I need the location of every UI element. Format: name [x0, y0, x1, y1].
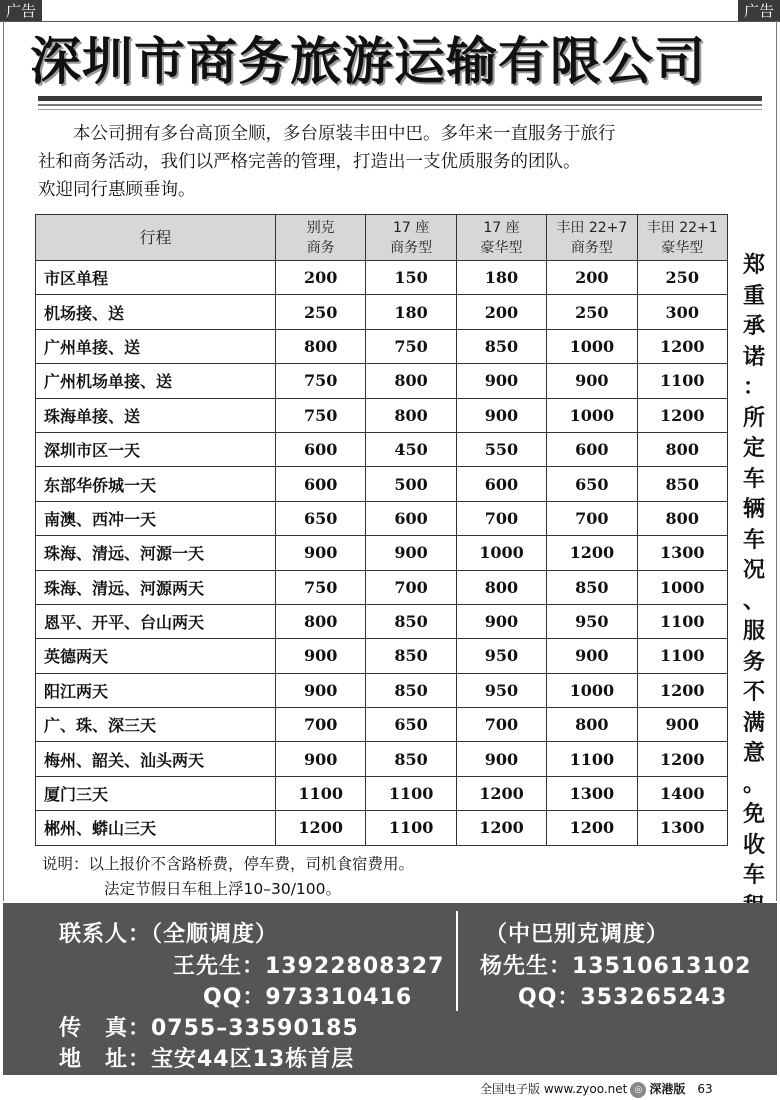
promise-char: 郑 [742, 252, 765, 278]
price-cell: 700 [456, 501, 546, 535]
table-row [36, 536, 728, 570]
page-number: 63 [697, 1082, 713, 1096]
price-cell: 180 [456, 261, 546, 295]
promise-char: 免 [742, 801, 765, 827]
price-cell: 200 [456, 295, 546, 329]
promise-char: 满 [742, 709, 765, 736]
column-header-line: 豪华型 [480, 239, 523, 256]
route-cell: 东部华侨城一天 [36, 467, 276, 501]
table-row [36, 261, 728, 295]
price-cell: 750 [276, 570, 366, 604]
price-cell: 1000 [547, 329, 637, 363]
price-cell: 1000 [547, 398, 637, 432]
column-header-line: 17 座 [483, 219, 520, 236]
price-cell: 900 [276, 673, 366, 707]
price-cell: 1300 [547, 776, 637, 810]
price-cell: 450 [366, 432, 456, 466]
route-cell: 深圳市区一天 [36, 432, 276, 466]
price-cell: 900 [276, 742, 366, 776]
page-footer [480, 1080, 770, 1098]
price-cell: 700 [366, 570, 456, 604]
price-cell: 600 [456, 467, 546, 501]
contact-label: 联系人：（全顺调度） [59, 922, 279, 947]
right-border [776, 21, 777, 901]
price-cell: 250 [637, 261, 727, 295]
table-row [36, 329, 728, 363]
promise-char: 、 [742, 587, 765, 614]
route-cell: 珠海单接、送 [36, 398, 276, 432]
route-cell: 厦门三天 [36, 776, 276, 810]
promise-char: 诺 [742, 343, 765, 370]
route-header: 行程 [36, 215, 276, 261]
table-header-row [36, 215, 728, 261]
table-row [36, 501, 728, 535]
price-cell: 900 [547, 639, 637, 673]
route-cell: 广州单接、送 [36, 329, 276, 363]
table-row [36, 570, 728, 604]
price-cell: 850 [366, 604, 456, 638]
title-rule [38, 104, 762, 106]
price-cell: 650 [276, 501, 366, 535]
price-cell: 1200 [637, 398, 727, 432]
price-cell: 850 [547, 570, 637, 604]
price-cell: 800 [276, 604, 366, 638]
price-cell: 500 [366, 467, 456, 501]
price-cell: 180 [366, 295, 456, 329]
table-row [36, 811, 728, 845]
promise-char: 服 [742, 618, 765, 644]
price-cell: 750 [276, 398, 366, 432]
table-row [36, 364, 728, 398]
price-cell: 1200 [637, 742, 727, 776]
table-row [36, 604, 728, 638]
column-header [456, 215, 546, 261]
price-cell: 1100 [366, 776, 456, 810]
route-cell: 珠海、清远、河源一天 [36, 536, 276, 570]
price-cell: 750 [276, 364, 366, 398]
price-cell: 950 [456, 639, 546, 673]
price-cell: 850 [366, 673, 456, 707]
price-cell: 300 [637, 295, 727, 329]
route-cell: 南澳、西冲一天 [36, 501, 276, 535]
route-cell: 阳江两天 [36, 673, 276, 707]
promise-char: 车 [742, 526, 765, 553]
price-cell: 800 [456, 570, 546, 604]
price-cell: 250 [547, 295, 637, 329]
price-table [35, 214, 728, 846]
promise-char: 辆 [742, 496, 765, 522]
price-cell: 600 [276, 467, 366, 501]
price-cell: 200 [547, 261, 637, 295]
price-cell: 1100 [637, 364, 727, 398]
column-header [276, 215, 366, 261]
promise-char: 承 [742, 313, 765, 339]
footer-edition: 深港版 [649, 1082, 686, 1096]
price-cell: 800 [637, 501, 727, 535]
column-header-line: 别克 [306, 219, 335, 236]
table-row [36, 398, 728, 432]
contact-address: 地 址：宝安44区13栋首层 [59, 1047, 355, 1072]
route-cell: 广州机场单接、送 [36, 364, 276, 398]
footer-logo-icon: ◎ [630, 1082, 646, 1098]
intro-line: 社和商务活动，我们以严格完善的管理，打造出一支优质服务的团队。 [38, 152, 581, 172]
note-line: 说明：以上报价不含路桥费，停车费，司机食宿费用。 [42, 855, 415, 873]
footer-site: 全国电子版 www.zyoo.net [480, 1082, 628, 1096]
table-row [36, 776, 728, 810]
table-row [36, 639, 728, 673]
price-cell: 850 [366, 639, 456, 673]
contact-qq-left: QQ：973310416 [203, 985, 413, 1010]
price-cell: 900 [366, 536, 456, 570]
table-row [36, 295, 728, 329]
price-cell: 600 [547, 432, 637, 466]
price-cell: 1000 [637, 570, 727, 604]
contact-qq-right: QQ：353265243 [518, 985, 728, 1010]
price-cell: 1000 [456, 536, 546, 570]
promise-char: 。 [742, 770, 765, 797]
contact-fax: 传 真：0755–33590185 [59, 1016, 359, 1041]
route-cell: 广、珠、深三天 [36, 708, 276, 742]
price-cell: 1300 [637, 536, 727, 570]
ad-label-left: 广告 [0, 0, 42, 22]
price-cell: 650 [366, 708, 456, 742]
route-cell: 珠海、清远、河源两天 [36, 570, 276, 604]
price-cell: 1100 [276, 776, 366, 810]
column-header-line: 豪华型 [661, 239, 704, 256]
price-cell: 850 [456, 329, 546, 363]
price-cell: 900 [456, 398, 546, 432]
price-cell: 550 [456, 432, 546, 466]
price-cell: 750 [366, 329, 456, 363]
ad-label-right: 广告 [738, 0, 780, 22]
price-cell: 1200 [276, 811, 366, 845]
price-cell: 1200 [637, 329, 727, 363]
route-cell: 恩平、开平、台山两天 [36, 604, 276, 638]
column-header-line: 丰田 22+7 [556, 219, 628, 236]
price-cell: 900 [637, 708, 727, 742]
price-cell: 900 [276, 639, 366, 673]
price-cell: 250 [276, 295, 366, 329]
promise-char: ： [742, 374, 765, 400]
price-cell: 900 [456, 364, 546, 398]
price-cell: 1200 [547, 536, 637, 570]
promise-char: 务 [742, 648, 765, 675]
price-cell: 1100 [366, 811, 456, 845]
price-cell: 800 [366, 364, 456, 398]
price-cell: 900 [276, 536, 366, 570]
column-header-line: 17 座 [392, 219, 430, 236]
note-line: 法定节假日车租上浮10–30/100。 [104, 880, 342, 898]
promise-char: 收 [742, 831, 765, 858]
price-cell: 900 [456, 604, 546, 638]
price-cell: 700 [547, 501, 637, 535]
price-cell: 800 [366, 398, 456, 432]
price-cell: 1200 [547, 811, 637, 845]
column-header [366, 215, 456, 261]
promise-char: 重 [742, 282, 765, 309]
table-row [36, 708, 728, 742]
price-cell: 950 [456, 673, 546, 707]
price-cell: 1100 [547, 742, 637, 776]
column-header-line: 商务 [306, 239, 335, 256]
promise-char: 意 [742, 740, 765, 766]
left-border [3, 21, 4, 901]
promise-char: 车 [742, 862, 765, 888]
column-header [637, 215, 727, 261]
intro-text [38, 120, 758, 204]
column-header-line: 丰田 22+1 [646, 219, 718, 236]
price-cell: 1400 [637, 776, 727, 810]
table-row [36, 673, 728, 707]
intro-line: 本公司拥有多台高顶全顺，多台原装丰田中巴。多年来一直服务于旅行 [73, 124, 616, 144]
price-cell: 600 [366, 501, 456, 535]
route-cell: 梅州、韶关、汕头两天 [36, 742, 276, 776]
price-cell: 1100 [637, 639, 727, 673]
price-cell: 200 [276, 261, 366, 295]
route-cell: 机场接、送 [36, 295, 276, 329]
title-rule [38, 109, 762, 110]
promise-char: 不 [742, 679, 765, 705]
column-header-line: 商务型 [570, 239, 613, 256]
price-cell: 800 [637, 432, 727, 466]
top-border [0, 21, 780, 22]
route-cell: 英德两天 [36, 639, 276, 673]
price-cell: 700 [276, 708, 366, 742]
company-title: 深圳市商务旅游运输有限公司 [30, 32, 707, 92]
price-cell: 700 [456, 708, 546, 742]
route-cell: 市区单程 [36, 261, 276, 295]
contact-label-right: （中巴别克调度） [485, 922, 670, 947]
price-cell: 1200 [456, 811, 546, 845]
price-cell: 800 [276, 329, 366, 363]
price-cell: 900 [547, 364, 637, 398]
title-rule [38, 96, 762, 101]
price-cell: 900 [456, 742, 546, 776]
price-cell: 850 [637, 467, 727, 501]
price-cell: 950 [547, 604, 637, 638]
promise-vertical-text [737, 250, 771, 921]
promise-char: 车 [742, 465, 765, 492]
promise-char: 况 [742, 557, 765, 583]
table-row [36, 742, 728, 776]
price-cell: 600 [276, 432, 366, 466]
contact-phone-yang: 杨先生：13510613102 [480, 954, 752, 979]
price-cell: 150 [366, 261, 456, 295]
price-cell: 1100 [637, 604, 727, 638]
price-note [42, 852, 414, 902]
table-row [36, 432, 728, 466]
promise-char: 所 [742, 404, 765, 431]
price-cell: 1200 [637, 673, 727, 707]
contact-phone-wang: 王先生：13922808327 [173, 954, 445, 979]
price-cell: 1200 [456, 776, 546, 810]
price-cell: 650 [547, 467, 637, 501]
price-table-body [36, 261, 728, 846]
contact-divider [456, 911, 458, 1011]
price-cell: 800 [547, 708, 637, 742]
price-cell: 1300 [637, 811, 727, 845]
contact-panel [3, 903, 777, 1075]
table-row [36, 467, 728, 501]
price-cell: 850 [366, 742, 456, 776]
column-header [547, 215, 637, 261]
route-cell: 郴州、蟒山三天 [36, 811, 276, 845]
price-cell: 1000 [547, 673, 637, 707]
promise-char: 定 [742, 435, 765, 461]
intro-line: 欢迎同行惠顾垂询。 [38, 180, 196, 200]
column-header-line: 商务型 [390, 239, 433, 256]
